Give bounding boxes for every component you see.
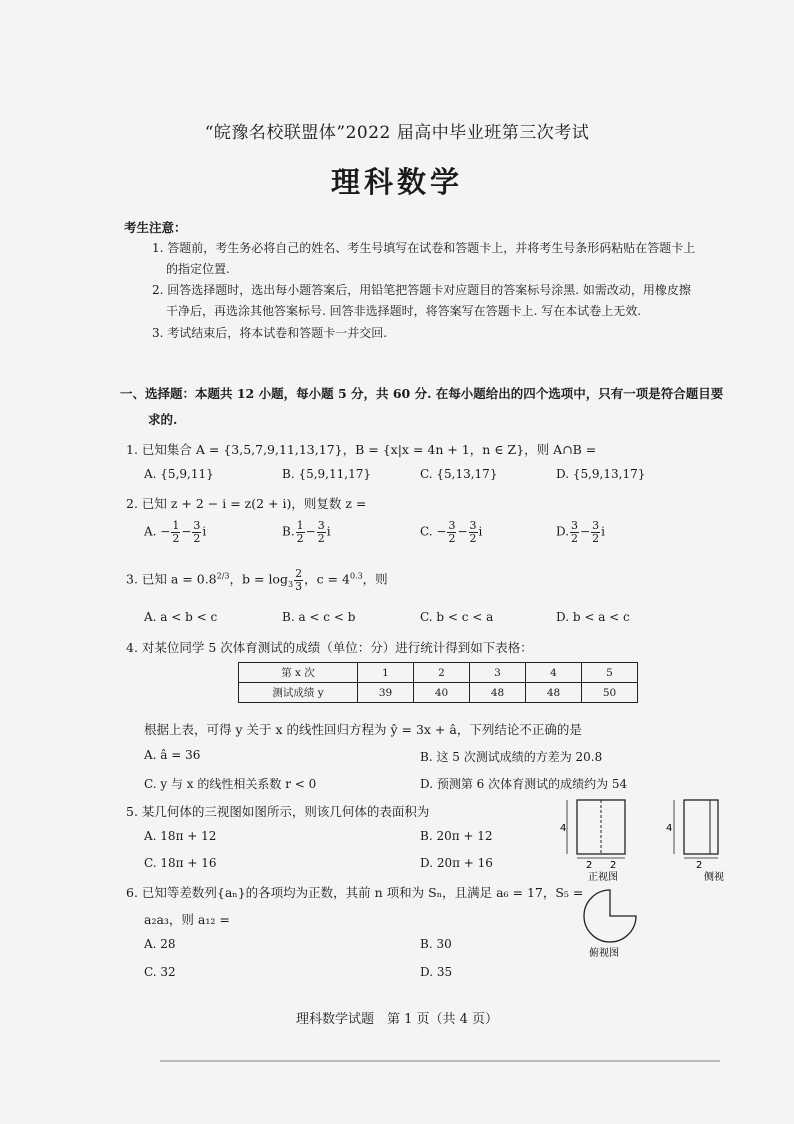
table-cell: 1 (358, 663, 414, 683)
front-view-label: 正视图 (588, 872, 618, 883)
q1-option-d: D. {5,9,13,17} (556, 467, 646, 481)
q5-option-b: B. 20π + 12 (420, 829, 493, 843)
q4-option-d: D. 预测第 6 次体育测试的成绩约为 54 (420, 777, 628, 791)
question-2-stem: 2. 已知 z + 2 − i = z(2 + i)，则复数 z = (126, 496, 367, 511)
question-6-stem: 6. 已知等差数列{aₙ}的各项均为正数，其前 n 项和为 Sₙ，且满足 a₆ = 17，S₅ = (126, 885, 584, 900)
table-cell: 测试成绩 y (239, 683, 358, 703)
score-table (238, 662, 638, 703)
exam-title: “皖豫名校联盟体”2022 届高中毕业班第三次考试 (204, 123, 590, 143)
table-cell: 4 (526, 663, 582, 683)
top-view-label: 俯视图 (589, 948, 619, 959)
q6-option-a: A. 28 (144, 937, 176, 951)
table-cell: 第 x 次 (239, 663, 358, 683)
notice-line-3: 3. 考试结束后，将本试卷和答题卡一并交回. (152, 326, 388, 340)
question-1-stem: 1. 已知集合 A = {3,5,7,9,11,13,17}，B = {x|x = 4n + 1，n ∈ Z}，则 A∩B = (126, 442, 597, 457)
q5-option-c: C. 18π + 16 (144, 856, 217, 870)
front-view (567, 800, 625, 858)
q4-option-a: A. â = 36 (144, 748, 201, 762)
notice-line-1: 1. 答题前，考生务必将自己的姓名、考生号填写在试卷和答题卡上，并将考生号条形码粘贴在答题卡上 (152, 241, 696, 255)
question-3-stem: 3. 已知 $a = 0.8^{2/3}$，$b = \log_3$ $\frac{2}{3}$ ，$c = 4^{0.3}$，则 (126, 567, 388, 593)
q6-option-c: C. 32 (144, 965, 176, 979)
side-view (674, 800, 718, 858)
front-width-left-label: 2 (586, 860, 593, 871)
table-cell: 2 (414, 663, 470, 683)
notice-line-1b: 的指定位置. (166, 262, 230, 276)
q3-option-b: B. a < c < b (282, 610, 356, 624)
question-4-stem: 4. 对某位同学 5 次体育测试的成绩（单位：分）进行统计得到如下表格： (126, 640, 533, 655)
q5-option-a: A. 18π + 12 (144, 829, 217, 843)
table-row (239, 663, 638, 683)
section-heading-cont: 求的. (148, 412, 178, 427)
q6-option-d: D. 35 (420, 965, 453, 979)
q1-option-b: B. {5,9,11,17} (282, 467, 371, 481)
question-4-followup: 根据上表，可得 y 关于 x 的线性回归方程为 ŷ = 3x + â，下列结论不正确的是 (144, 722, 582, 737)
table-cell: 50 (582, 683, 638, 703)
notice-line-2: 2. 回答选择题时，选出每小题答案后，用铅笔把答题卡对应题目的答案标号涂黑. 如需改动，用橡皮擦 (152, 283, 691, 297)
table-cell: 40 (414, 683, 470, 703)
q2-option-a: A. − $\frac{1}{2}$ − $\frac{3}{2}$ i (144, 519, 207, 545)
table-cell: 3 (470, 663, 526, 683)
table-cell: 5 (582, 663, 638, 683)
q3-option-d: D. b < a < c (556, 610, 630, 624)
q3-option-a: A. a < b < c (144, 610, 218, 624)
q6-option-b: B. 30 (420, 937, 452, 951)
notice-line-2b: 干净后，再选涂其他答案标号. 回答非选择题时，将答案写在答题卡上. 写在本试卷上无效. (166, 304, 642, 318)
front-width-right-label: 2 (610, 860, 617, 871)
top-view (584, 890, 636, 942)
q1-option-c: C. {5,13,17} (420, 467, 498, 481)
table-cell: 48 (470, 683, 526, 703)
table-cell: 48 (526, 683, 582, 703)
q2-option-b: B. $\frac{1}{2}$ − $\frac{3}{2}$ i (282, 519, 331, 545)
three-view-figure (560, 796, 794, 966)
q2-option-c: C. − $\frac{3}{2}$ − $\frac{3}{2}$ i (420, 519, 483, 545)
table-row (239, 683, 638, 703)
section-heading: 一、选择题：本题共 12 小题，每小题 5 分，共 60 分. 在每小题给出的四个选项中，只有一项是符合题目要 (120, 386, 724, 401)
notice-heading: 考生注意： (124, 220, 187, 235)
q5-option-d: D. 20π + 16 (420, 856, 493, 870)
front-height-label: 4 (560, 823, 567, 834)
side-width-label: 2 (696, 860, 703, 871)
page-footer: 理科数学试题 第 1 页（共 4 页） (295, 1012, 499, 1027)
q2-option-d: D. $\frac{3}{2}$ − $\frac{3}{2}$ i (556, 519, 605, 545)
q4-option-c: C. y 与 x 的线性相关系数 r < 0 (144, 777, 317, 791)
question-5-stem: 5. 某几何体的三视图如图所示，则该几何体的表面积为 (126, 804, 430, 819)
table-cell: 39 (358, 683, 414, 703)
question-6-stem-cont: a₂a₃，则 a₁₂ = (144, 912, 230, 927)
side-view-label: 侧视 (704, 872, 724, 883)
subject-title: 理科数学 (330, 165, 463, 199)
q4-option-b: B. 这 5 次测试成绩的方差为 20.8 (420, 750, 603, 764)
q1-option-a: A. {5,9,11} (144, 467, 214, 481)
side-height-label: 4 (666, 823, 673, 834)
scan-edge-line (160, 1060, 720, 1062)
q3-option-c: C. b < c < a (420, 610, 494, 624)
